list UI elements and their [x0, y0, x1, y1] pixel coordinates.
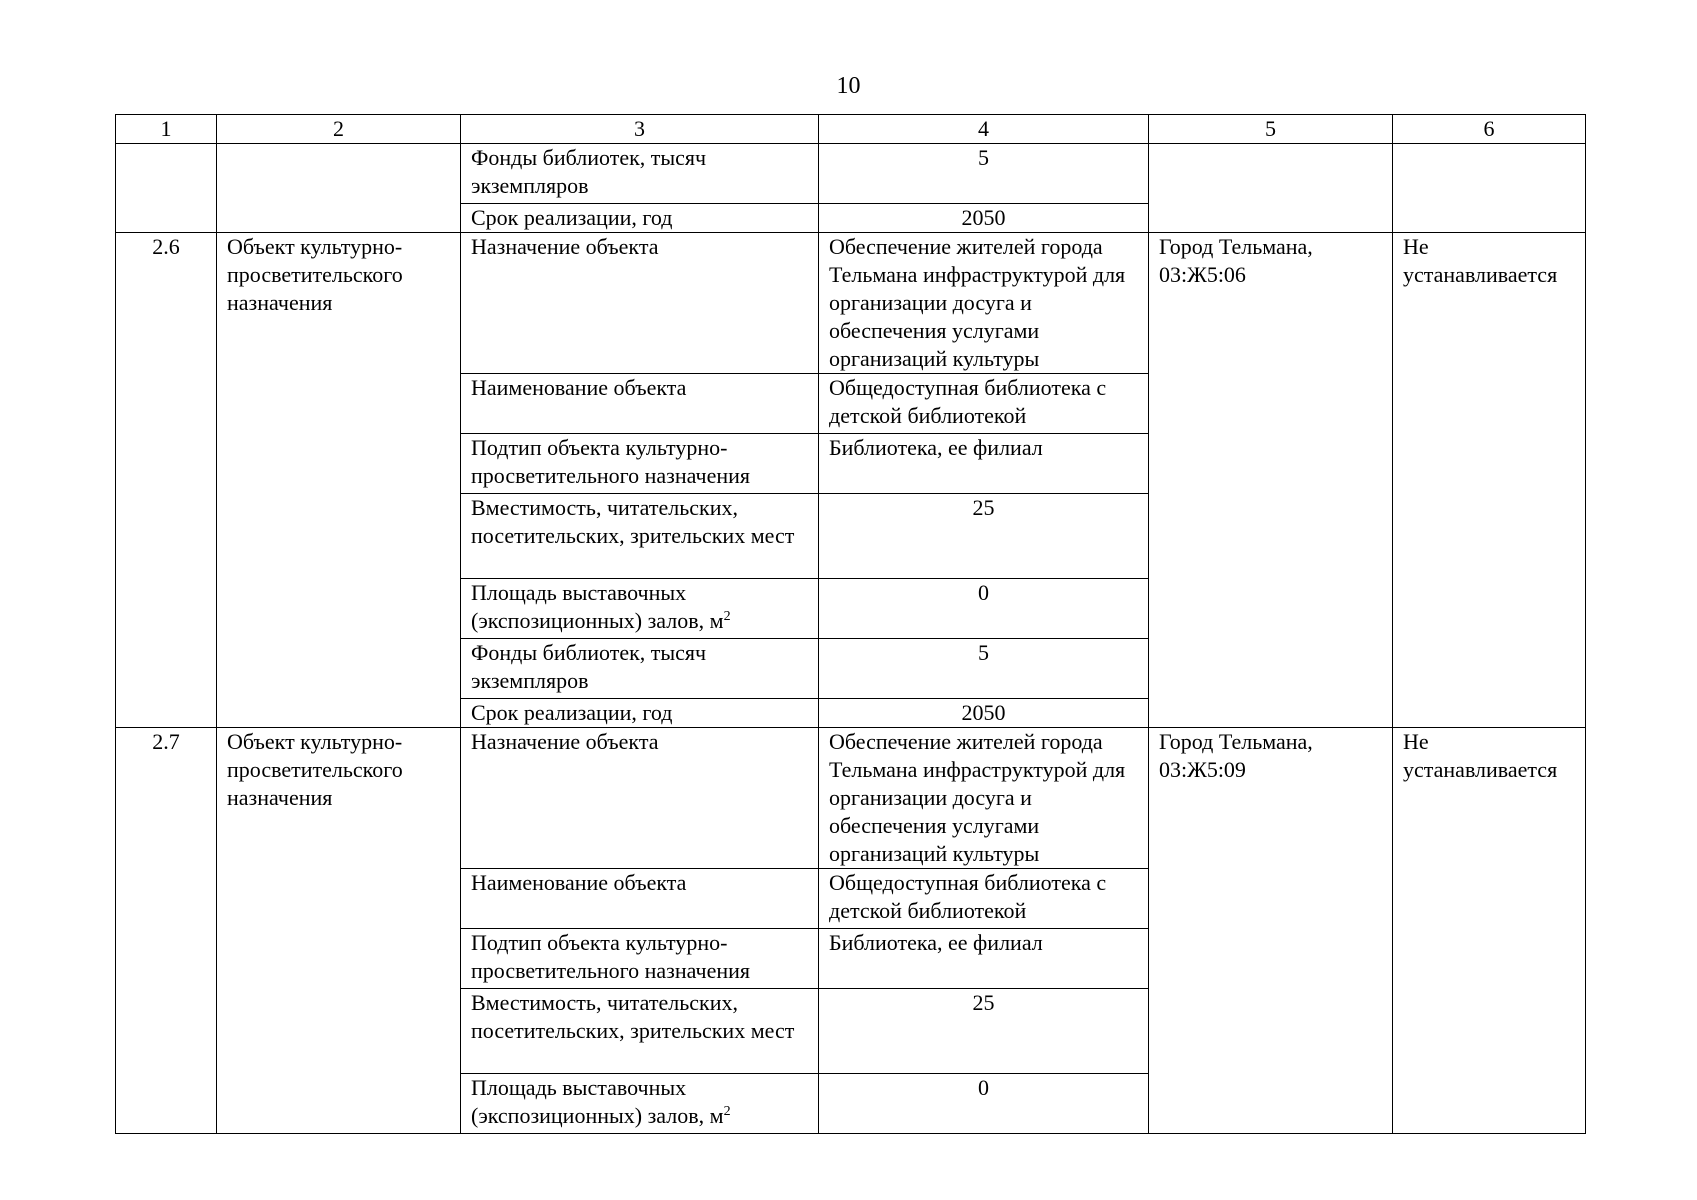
- cell-location: Город Тельмана, 03:Ж5:09: [1149, 728, 1393, 1134]
- table-row: [116, 144, 1586, 204]
- cell-location: [1149, 144, 1393, 233]
- object-parameters-table: [115, 114, 1586, 1134]
- cell-value: Общедоступная библиотека с детской библиотекой: [819, 374, 1149, 434]
- cell-zones: Не устанавливается: [1393, 728, 1586, 1134]
- column-header: 5: [1149, 115, 1393, 144]
- cell-value: 0: [819, 579, 1149, 639]
- cell-param: Наименование объекта: [461, 374, 819, 434]
- cell-num: 2.7: [116, 728, 217, 1134]
- cell-name: [217, 144, 461, 233]
- cell-param: Срок реализации, год: [461, 204, 819, 233]
- page-number: 10: [836, 73, 861, 99]
- cell-value: 5: [819, 639, 1149, 699]
- column-header: 4: [819, 115, 1149, 144]
- cell-value: Обеспечение жителей города Тельмана инфраструктурой для организации досуга и обеспечения услугами организаций культуры: [819, 728, 1149, 869]
- param-text: Площадь выставочных (экспозиционных) залов, м: [471, 1075, 724, 1128]
- column-header: 6: [1393, 115, 1586, 144]
- cell-param: Наименование объекта: [461, 869, 819, 929]
- cell-param: [461, 579, 819, 639]
- cell-param: Подтип объекта культурно-просветительного назначения: [461, 434, 819, 494]
- cell-value: 25: [819, 494, 1149, 579]
- cell-value: 2050: [819, 699, 1149, 728]
- cell-param: Назначение объекта: [461, 728, 819, 869]
- column-number-row: [116, 115, 1586, 144]
- cell-value: 25: [819, 989, 1149, 1074]
- column-header: 1: [116, 115, 217, 144]
- cell-param: Подтип объекта культурно-просветительного назначения: [461, 929, 819, 989]
- column-header: 2: [217, 115, 461, 144]
- cell-param: Срок реализации, год: [461, 699, 819, 728]
- cell-param: [461, 1074, 819, 1134]
- cell-value: Библиотека, ее филиал: [819, 929, 1149, 989]
- cell-value: Обеспечение жителей города Тельмана инфраструктурой для организации досуга и обеспечения услугами организаций культуры: [819, 233, 1149, 374]
- cell-zones: Не устанавливается: [1393, 233, 1586, 728]
- cell-value: Библиотека, ее филиал: [819, 434, 1149, 494]
- cell-num: [116, 144, 217, 233]
- column-header: 3: [461, 115, 819, 144]
- cell-name: Объект культурно-просветительского назначения: [217, 728, 461, 1134]
- cell-location: Город Тельмана, 03:Ж5:06: [1149, 233, 1393, 728]
- cell-param: Назначение объекта: [461, 233, 819, 374]
- superscript: 2: [723, 609, 731, 624]
- cell-param: Фонды библиотек, тысяч экземпляров: [461, 144, 819, 204]
- cell-param: Фонды библиотек, тысяч экземпляров: [461, 639, 819, 699]
- superscript: 2: [723, 1104, 731, 1119]
- cell-value: 5: [819, 144, 1149, 204]
- cell-name: Объект культурно-просветительского назначения: [217, 233, 461, 728]
- cell-param: Вместимость, читательских, посетительских, зрительских мест: [461, 989, 819, 1074]
- cell-value: 2050: [819, 204, 1149, 233]
- cell-value: Общедоступная библиотека с детской библиотекой: [819, 869, 1149, 929]
- table-row: [116, 233, 1586, 374]
- cell-zones: [1393, 144, 1586, 233]
- param-text: Площадь выставочных (экспозиционных) залов, м: [471, 580, 724, 633]
- cell-value: 0: [819, 1074, 1149, 1134]
- table-row: [116, 728, 1586, 869]
- cell-num: 2.6: [116, 233, 217, 728]
- cell-param: Вместимость, читательских, посетительских, зрительских мест: [461, 494, 819, 579]
